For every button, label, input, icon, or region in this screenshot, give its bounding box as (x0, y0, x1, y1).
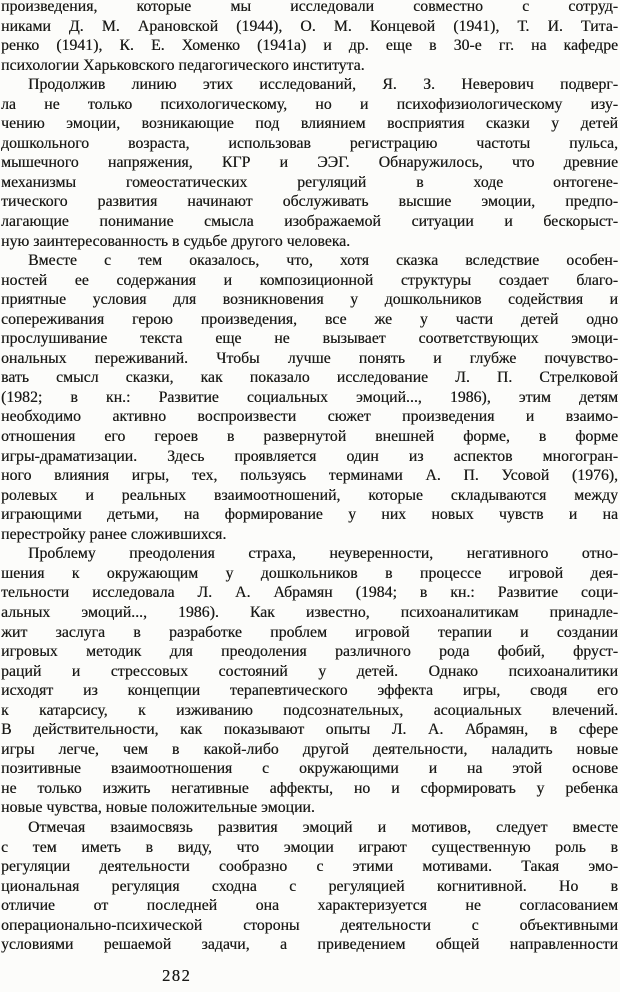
text-line: не только изжить негативные аффекты, но и сформировать у ребенка (1, 779, 618, 797)
text-line: отличие от последней она характеризуется не согласованием (1, 897, 618, 915)
page-number: 282 (162, 966, 192, 985)
paragraph-5 (1, 818, 618, 955)
text-line: (1982; в кн.: Развитие социальных эмоций..., 1986), этим детям (1, 388, 618, 406)
text-line: тельности исследовала Л. А. Абрамян (1984; в кн.: Развитие соци- (1, 584, 618, 602)
text-line: механизмы гомеостатических регуляций в ходе онтогене- (1, 173, 618, 191)
text-line: ональных переживаний. Чтобы лучше понять и глубже почувство- (1, 349, 618, 367)
text-line: необходимо активно воспроизвести сюжет произведения и взаимо- (1, 408, 618, 426)
text-line: чению эмоции, возникающие под влиянием восприятия сказки у детей (1, 115, 618, 133)
text-line: вать смысл сказки, как показало исследование Л. П. Стрелковой (1, 369, 618, 387)
text-line: исходят из концепции терапевтического эффекта игры, сводя его (1, 682, 618, 700)
text-line: игры-драматизации. Здесь проявляется один из аспектов многогран- (1, 447, 618, 465)
text-line: регуляции деятельности сообразно с этими мотивами. Такая эмо- (1, 858, 618, 876)
text-line: перестройку ранее сложившихся. (1, 525, 227, 543)
text-line: с тем иметь в виду, что эмоции играют существенную роль в (1, 838, 618, 856)
paragraph-1 (1, 0, 618, 75)
text-line: дошкольного возраста, использовав регистрацию частоты пульса, (1, 134, 618, 152)
text-line: В действительности, как показывают опыты Л. А. Абрамян, в сфере (1, 721, 618, 739)
text-line: к катарсису, к изживанию подсознательных, асоциальных влечений. (1, 701, 618, 719)
text-line: тического развития начинают обслуживать высшие эмоции, предпо- (1, 193, 618, 211)
text-line: ностей ее содержания и композиционной структуры создает благо- (1, 271, 618, 289)
text-line: прослушивание текста еще не вызывает соответствующих эмоци- (1, 330, 618, 348)
text-line: Проблему преодоления страха, неуверенности, негативного отно- (28, 545, 618, 563)
paragraph-4 (1, 544, 618, 818)
text-line: шения к окружающим у дошкольников в процессе игровой дея- (1, 564, 618, 582)
text-line: Продолжив линию этих исследований, Я. З. Неверович подверг- (28, 76, 618, 94)
text-line: ного влияния игры, тех, пользуясь терминами А. П. Усовой (1976), (1, 467, 618, 485)
text-line: приятные условия для возникновения у дошкольников содействия и (1, 291, 618, 309)
text-line: ролевых и реальных взаимоотношений, которые складываются между (1, 486, 618, 504)
text-line: жит заслуга в разработке проблем игровой терапии и создании (1, 623, 618, 641)
paragraph-3 (1, 251, 618, 544)
text-line: никами Д. М. Арановской (1944), О. М. Концевой (1941), Т. И. Тита- (1, 17, 618, 35)
text-line: игровых методик для преодоления различного рода фобий, фруст- (1, 643, 618, 661)
text-line: условиями решаемой задачи, а приведением общей направленности (1, 936, 618, 954)
paragraph-2 (1, 75, 618, 251)
text-line: альных эмоций..., 1986). Как известно, психоаналитикам принадле- (1, 603, 618, 621)
text-line: ла не только психологическому, но и психофизиологическому изу- (1, 95, 618, 113)
text-line: психологии Харьковского педагогического института. (1, 56, 365, 74)
text-line: отношения его героев в развернутой внешней форме, в форме (1, 428, 618, 446)
text-line: новые чувства, новые положительные эмоции. (1, 799, 315, 817)
text-line: лагающие понимание смысла изображаемой ситуации и бескорыст- (1, 213, 618, 231)
text-line: сопереживания герою произведения, все же у части детей одно (1, 310, 618, 328)
page-text-block (1, 0, 618, 955)
text-line: циональная регуляция сходна с регуляцией когнитивной. Но в (1, 877, 618, 895)
text-line: Отмечая взаимосвязь развития эмоций и мотивов, следует вместе (28, 818, 618, 836)
text-line: играющими детьми, на формирование у них новых чувств и на (1, 506, 618, 524)
text-line: Вместе с тем оказалось, что, хотя сказка вследствие особен- (28, 252, 618, 270)
text-line: мышечного напряжения, КГР и ЭЭГ. Обнаружилось, что древние (1, 154, 618, 172)
text-line: произведения, которые мы исследовали совместно с сотруд- (1, 0, 618, 15)
text-line: позитивные взаимоотношения с окружающими и на этой основе (1, 760, 618, 778)
text-line: ренко (1941), К. Е. Хоменко (1941а) и др. еще в 30-е гг. на кафедре (1, 37, 618, 55)
text-line: ную заинтересованность в судьбе другого человека. (1, 232, 351, 250)
text-line: операционально-психической стороны деятельности с объективными (1, 916, 618, 934)
text-line: раций и стрессовых состояний у детей. Однако психоаналитики (1, 662, 618, 680)
text-line: игры легче, чем в какой-либо другой деятельности, наладить новые (1, 740, 618, 758)
